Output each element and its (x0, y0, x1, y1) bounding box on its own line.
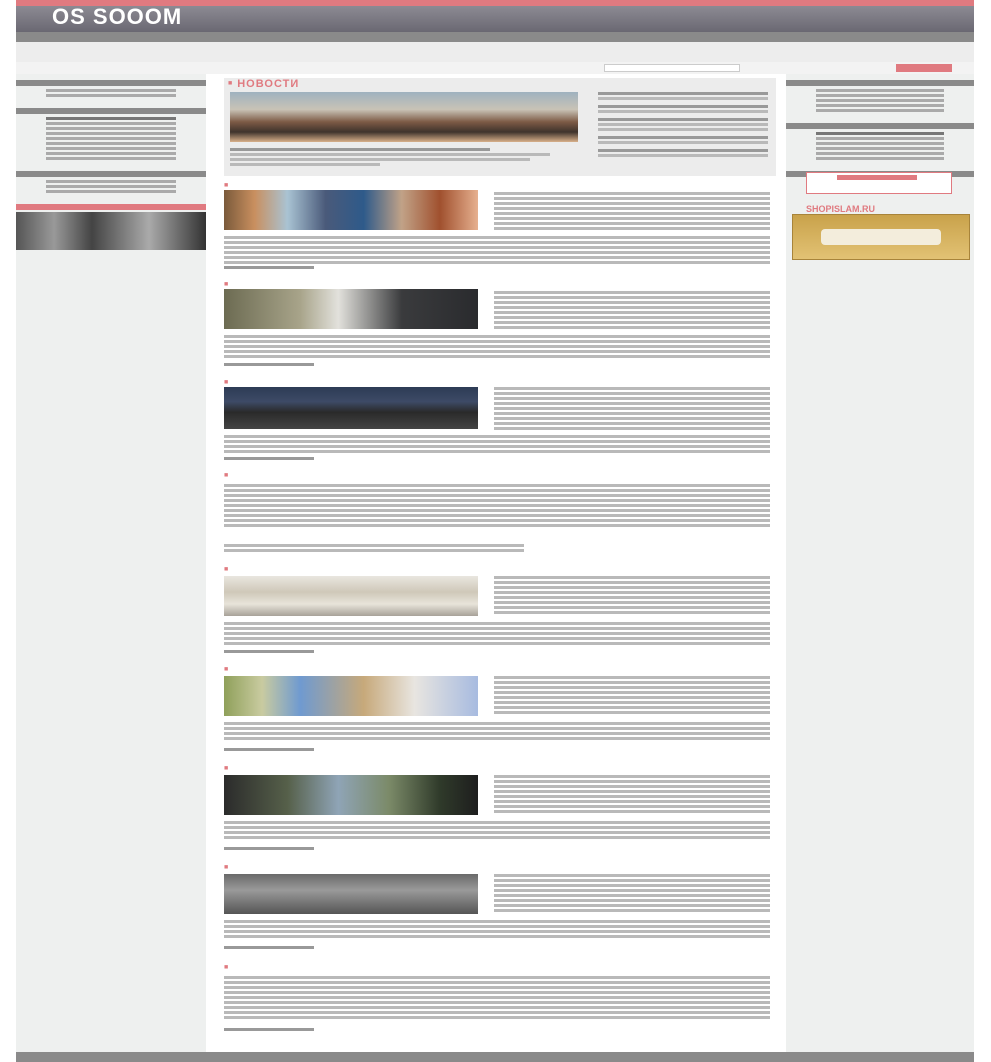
text-line (494, 227, 770, 230)
read-more-link[interactable] (224, 457, 314, 460)
sidebar-link[interactable] (46, 94, 176, 97)
search-row (16, 62, 974, 74)
sidebar-link[interactable] (46, 142, 176, 145)
article-section (224, 279, 770, 371)
text-line (224, 494, 770, 497)
text-line (224, 256, 770, 259)
text-line (494, 197, 770, 200)
text-line (224, 355, 770, 358)
sidebar-link[interactable] (46, 147, 176, 150)
text-line (494, 407, 770, 410)
text-line (494, 581, 770, 584)
article-section (224, 180, 770, 272)
read-more-link[interactable] (224, 266, 314, 269)
site-logo[interactable]: OS SOOOM (52, 4, 183, 29)
text-line (494, 392, 770, 395)
sidebar-link[interactable] (46, 117, 176, 120)
text-line (224, 920, 770, 923)
text-line (224, 1016, 770, 1019)
text-line (494, 586, 770, 589)
sidebar-banner-image[interactable] (16, 212, 206, 250)
text-line (224, 727, 770, 730)
text-line (224, 930, 770, 933)
featured-news (224, 78, 776, 176)
text-line (224, 642, 770, 645)
text-line (494, 207, 770, 210)
text-line (494, 427, 770, 430)
text-line (224, 246, 770, 249)
news-link[interactable] (598, 118, 768, 121)
article-intro (494, 872, 770, 912)
text-line (224, 991, 770, 994)
read-more-link[interactable] (224, 363, 314, 366)
text-line (494, 874, 770, 877)
article-image[interactable] (224, 387, 478, 429)
text-line (224, 637, 770, 640)
text-line (224, 826, 770, 829)
section-title[interactable]: ■ НОВОСТИ (228, 78, 299, 90)
article-section (224, 664, 770, 756)
text-line (224, 241, 770, 244)
article-intro (494, 190, 770, 230)
text-line (224, 435, 770, 438)
text-line (494, 412, 770, 415)
sidebar-link[interactable] (816, 99, 944, 102)
text-line (224, 489, 770, 492)
news-link[interactable] (598, 110, 768, 113)
text-line (224, 440, 770, 443)
text-line (494, 686, 770, 689)
text-line (494, 217, 770, 220)
text-line (494, 387, 770, 390)
text-line (494, 775, 770, 778)
related-links (224, 542, 524, 552)
sidebar-link[interactable] (46, 122, 176, 125)
text-line (224, 986, 770, 989)
text-line (494, 611, 770, 614)
text-line (494, 212, 770, 215)
article-section (224, 564, 770, 658)
article-section (224, 763, 770, 857)
text-line (224, 1006, 770, 1009)
sidebar-link[interactable] (816, 157, 944, 160)
text-line (494, 691, 770, 694)
text-line (224, 1011, 770, 1014)
news-link[interactable] (598, 123, 768, 126)
sidebar-link[interactable] (46, 190, 176, 193)
article-image[interactable] (224, 874, 478, 914)
text-line (224, 632, 770, 635)
ad-label-bar (837, 175, 917, 180)
main-nav (16, 32, 974, 42)
text-line (494, 790, 770, 793)
article-body (224, 918, 770, 938)
article-body (224, 333, 770, 358)
news-link[interactable] (598, 97, 768, 100)
sidebar-link[interactable] (46, 157, 176, 160)
news-link[interactable] (598, 141, 768, 144)
article-image[interactable] (224, 289, 478, 329)
article-body (224, 720, 770, 740)
text-line (494, 296, 770, 299)
text-line (224, 335, 770, 338)
text-line (494, 606, 770, 609)
sidebar-link[interactable] (46, 127, 176, 130)
text-line (494, 402, 770, 405)
text-line (224, 976, 770, 979)
text-line (224, 519, 770, 522)
article-image[interactable] (224, 576, 478, 616)
text-line (224, 504, 770, 507)
read-more-link[interactable] (224, 847, 314, 850)
sidebar-links (786, 129, 974, 165)
news-link[interactable] (598, 128, 768, 131)
text-line (224, 996, 770, 999)
text-line (224, 1001, 770, 1004)
sidebar-link[interactable] (816, 89, 944, 92)
text-line (494, 706, 770, 709)
text-line (494, 800, 770, 803)
sidebar-link[interactable] (816, 109, 944, 112)
article-section (224, 962, 770, 1034)
sidebar-link[interactable] (46, 132, 176, 135)
text-line (494, 326, 770, 329)
text-line (494, 291, 770, 294)
section-title[interactable] (224, 962, 770, 974)
text-line (494, 785, 770, 788)
text-line (494, 780, 770, 783)
shop-ad-banner[interactable] (792, 214, 970, 260)
featured-news-list (598, 90, 768, 157)
sidebar-link[interactable] (816, 94, 944, 97)
text-line (494, 417, 770, 420)
sidebar-link[interactable] (816, 152, 944, 155)
article-section (224, 377, 770, 463)
text-line (224, 831, 770, 834)
text-line (224, 509, 770, 512)
article-body (224, 433, 770, 453)
sidebar-link[interactable] (46, 137, 176, 140)
related-link[interactable] (224, 549, 524, 552)
text-line (224, 499, 770, 502)
sidebar-link[interactable] (46, 185, 176, 188)
read-more-link[interactable] (224, 1028, 314, 1031)
sidebar-box-title (16, 204, 206, 210)
sidebar-link[interactable] (816, 104, 944, 107)
text-line[interactable] (230, 148, 490, 151)
news-link[interactable] (598, 154, 768, 157)
sidebar-links (16, 86, 206, 102)
article-intro (494, 385, 770, 430)
text-line (494, 422, 770, 425)
text-line (494, 222, 770, 225)
site-footer (16, 1052, 974, 1062)
text-line (224, 981, 770, 984)
text-line (224, 445, 770, 448)
text-line (224, 261, 770, 264)
text-line (494, 676, 770, 679)
article-image[interactable] (224, 676, 478, 716)
article-body (224, 819, 770, 839)
sidebar-links (16, 114, 206, 165)
sidebar-link[interactable] (816, 137, 944, 140)
news-link[interactable] (598, 149, 768, 152)
text-line (494, 596, 770, 599)
text-line (224, 251, 770, 254)
text-line (494, 192, 770, 195)
text-line (494, 889, 770, 892)
sidebar-link[interactable] (816, 142, 944, 145)
article-section (224, 470, 770, 560)
sidebar-link[interactable] (46, 180, 176, 183)
text-line (224, 622, 770, 625)
text-line (494, 301, 770, 304)
article-image[interactable] (224, 775, 478, 815)
text-line (494, 701, 770, 704)
text-line (494, 884, 770, 887)
text-line (224, 514, 770, 517)
article-section (224, 862, 770, 954)
text-line (494, 909, 770, 912)
text-line (494, 879, 770, 882)
text-line (494, 601, 770, 604)
text-line (230, 153, 550, 156)
text-line (494, 711, 770, 714)
text-line (224, 484, 770, 487)
sidebar-links (16, 177, 206, 198)
text-line (224, 925, 770, 928)
text-line (494, 810, 770, 813)
search-button[interactable] (896, 64, 952, 72)
site-header (16, 6, 974, 32)
text-line (224, 450, 770, 453)
text-line (224, 236, 770, 239)
text-line (494, 311, 770, 314)
article-intro (494, 574, 770, 614)
article-intro (494, 773, 770, 813)
text-line (494, 805, 770, 808)
sidebar-links (786, 86, 974, 117)
featured-image[interactable] (230, 92, 578, 142)
article-body (224, 482, 770, 527)
text-line (494, 591, 770, 594)
article-body (224, 620, 770, 645)
text-line (224, 524, 770, 527)
sidebar-link[interactable] (816, 132, 944, 135)
text-line (224, 345, 770, 348)
text-line (494, 316, 770, 319)
read-more-link[interactable] (224, 748, 314, 751)
text-line (224, 340, 770, 343)
text-line (230, 163, 380, 166)
text-line (494, 576, 770, 579)
shop-ad-logo (821, 229, 941, 245)
text-line (224, 722, 770, 725)
news-link[interactable] (598, 136, 768, 139)
read-more-link[interactable] (224, 946, 314, 949)
text-line (494, 795, 770, 798)
text-line (224, 732, 770, 735)
shop-ad-title[interactable]: SHOPISLAM.RU (806, 204, 876, 214)
article-body (224, 234, 770, 264)
section-title[interactable] (224, 470, 770, 482)
text-line (224, 627, 770, 630)
text-line (224, 836, 770, 839)
text-line (494, 397, 770, 400)
text-line (494, 306, 770, 309)
sidebar-link[interactable] (816, 147, 944, 150)
related-link[interactable] (224, 544, 524, 547)
text-line (224, 935, 770, 938)
featured-caption (230, 146, 578, 166)
text-line (494, 899, 770, 902)
text-line (494, 202, 770, 205)
text-line (494, 904, 770, 907)
news-link[interactable] (598, 105, 768, 108)
text-line (494, 321, 770, 324)
text-line (224, 350, 770, 353)
sub-nav (16, 42, 974, 62)
article-intro (494, 674, 770, 714)
right-ad-banner[interactable] (806, 172, 952, 194)
article-image[interactable] (224, 190, 478, 230)
read-more-link[interactable] (224, 650, 314, 653)
sidebar-link[interactable] (46, 152, 176, 155)
news-link[interactable] (598, 92, 768, 95)
text-line (224, 737, 770, 740)
sidebar-link[interactable] (46, 89, 176, 92)
text-line (494, 681, 770, 684)
left-sidebar (16, 74, 206, 1052)
text-line (230, 158, 530, 161)
text-line (224, 821, 770, 824)
article-intro (494, 289, 770, 329)
search-input[interactable] (604, 64, 740, 72)
text-line (494, 696, 770, 699)
text-line (494, 894, 770, 897)
article-body (224, 974, 770, 1019)
